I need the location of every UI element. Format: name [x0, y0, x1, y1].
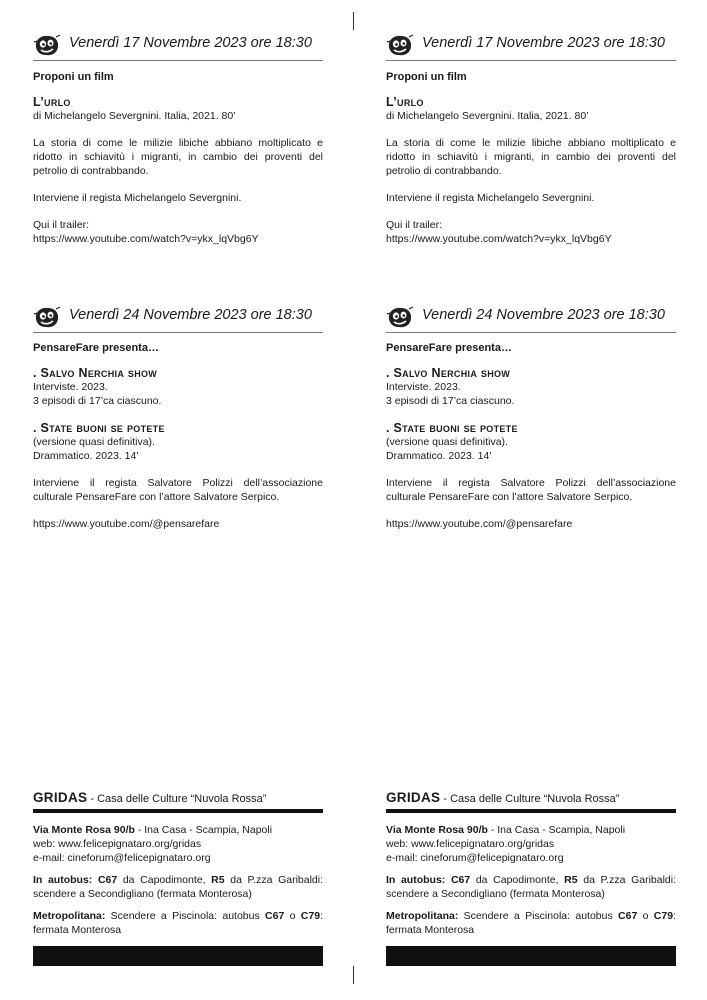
youtube-link[interactable]: https://www.youtube.com/@pensarefare — [33, 518, 220, 530]
event-date: Venerdì 24 Novembre 2023 ore 18:30 — [69, 307, 312, 323]
venue-address — [386, 823, 676, 865]
org-heading — [386, 790, 676, 813]
youtube-link[interactable]: https://www.youtube.com/@pensarefare — [386, 518, 573, 530]
film-info: Drammatico. 2023. 14’ — [33, 450, 139, 462]
film-credits: di Michelangelo Severgnini. Italia, 2021. 80’ — [386, 110, 589, 122]
trailer-label: Qui il trailer: — [386, 219, 443, 231]
film-synopsis: La storia di come le milizie libiche abbiano moltiplicato e ridotto in schiavitù i migranti, in cambio dei proventi del petrolio di contrabbando. — [386, 137, 676, 177]
footer-bar — [33, 946, 323, 966]
film-title: . State buoni se potete — [386, 421, 518, 435]
bus-line: C79 — [653, 910, 674, 922]
bus-text: da P.zza Garibaldi: scendere a Secondigliano (fermata Monterosa) — [386, 874, 677, 900]
metro-directions — [386, 909, 676, 937]
event-kicker: PensareFare presenta… — [33, 342, 159, 354]
footer-bar — [386, 946, 676, 966]
gridas-face-icon — [386, 33, 414, 58]
event-date: Venerdì 17 Novembre 2023 ore 18:30 — [422, 35, 665, 51]
metro-text: o — [284, 910, 301, 922]
gridas-face-icon — [33, 305, 61, 330]
bus-text: da Capodimonte, — [117, 874, 212, 886]
film-title: L’urlo — [33, 95, 71, 109]
bus-label: In autobus: — [386, 874, 446, 886]
film-credits: di Michelangelo Severgnini. Italia, 2021. 80’ — [33, 110, 236, 122]
flyer-left — [33, 0, 323, 1000]
metro-text: Scendere a Piscinola: autobus — [458, 910, 619, 922]
bus-line: C67 — [618, 910, 638, 922]
metro-text: : fermata Monterosa — [33, 910, 323, 936]
org-name: GRIDAS — [386, 790, 441, 805]
trailer-link[interactable]: https://www.youtube.com/watch?v=ykx_lqVbg6Y — [33, 233, 259, 245]
venue-footer — [33, 790, 323, 966]
metro-label: Metropolitana: — [33, 910, 106, 922]
bus-text: da Capodimonte, — [470, 874, 565, 886]
bus-line: R5 — [564, 874, 578, 886]
trailer-link[interactable]: https://www.youtube.com/watch?v=ykx_lqVbg6Y — [386, 233, 612, 245]
event-nov-24 — [33, 304, 323, 531]
film-info: (versione quasi definitiva). — [33, 436, 155, 448]
org-description: - Casa delle Culture “Nuvola Rossa” — [440, 793, 620, 805]
bus-line: C79 — [300, 910, 321, 922]
org-heading — [33, 790, 323, 813]
venue-web[interactable]: web: www.felicepignataro.org/gridas — [33, 838, 202, 850]
cut-mark-bottom — [353, 966, 354, 984]
event-kicker: Proponi un film — [33, 71, 114, 83]
event-speaker: Interviene il regista Michelangelo Severgnini. — [386, 192, 595, 204]
cut-mark-top — [353, 12, 354, 30]
metro-text: o — [637, 910, 654, 922]
film-synopsis: La storia di come le milizie libiche abbiano moltiplicato e ridotto in schiavitù i migranti, in cambio dei proventi del petrolio di contrabbando. — [33, 137, 323, 177]
film-title: . State buoni se potete — [33, 421, 165, 435]
bus-label: In autobus: — [33, 874, 93, 886]
org-description: - Casa delle Culture “Nuvola Rossa” — [87, 793, 267, 805]
film-title: . Salvo Nerchia show — [33, 366, 158, 380]
org-name: GRIDAS — [33, 790, 88, 805]
metro-text: Scendere a Piscinola: autobus — [105, 910, 266, 922]
metro-label: Metropolitana: — [386, 910, 459, 922]
trailer-label: Qui il trailer: — [33, 219, 90, 231]
event-nov-24 — [386, 304, 676, 531]
event-nov-17 — [386, 32, 676, 246]
event-speaker: Interviene il regista Salvatore Polizzi dell’associazione culturale PensareFare con l’attore Salvatore Serpico. — [386, 477, 676, 503]
flyer-right — [386, 0, 676, 1000]
bus-text: da P.zza Garibaldi: scendere a Secondigliano (fermata Monterosa) — [33, 874, 324, 900]
film-info: Drammatico. 2023. 14’ — [386, 450, 492, 462]
event-header — [33, 32, 323, 61]
bus-directions — [386, 873, 676, 901]
event-kicker: Proponi un film — [386, 71, 467, 83]
film-info: 3 episodi di 17’ca ciascuno. — [386, 395, 515, 407]
venue-footer — [386, 790, 676, 966]
venue-web[interactable]: web: www.felicepignataro.org/gridas — [386, 838, 555, 850]
event-speaker: Interviene il regista Salvatore Polizzi dell’associazione culturale PensareFare con l’attore Salvatore Serpico. — [33, 477, 323, 503]
film-title: L’urlo — [386, 95, 424, 109]
venue-address — [33, 823, 323, 865]
address-street: Via Monte Rosa 90/b — [33, 824, 135, 836]
event-nov-17 — [33, 32, 323, 246]
film-title: . Salvo Nerchia show — [386, 366, 511, 380]
gridas-face-icon — [386, 305, 414, 330]
event-date: Venerdì 24 Novembre 2023 ore 18:30 — [422, 307, 665, 323]
film-info: Interviste. 2023. — [386, 381, 461, 393]
film-info: (versione quasi definitiva). — [386, 436, 508, 448]
address-street: Via Monte Rosa 90/b — [386, 824, 488, 836]
venue-email[interactable]: e-mail: cineforum@felicepignataro.org — [33, 852, 211, 864]
venue-email[interactable]: e-mail: cineforum@felicepignataro.org — [386, 852, 564, 864]
address-area: - Ina Casa - Scampia, Napoli — [487, 824, 626, 836]
film-info: Interviste. 2023. — [33, 381, 108, 393]
bus-line: C67 — [97, 874, 118, 886]
bus-line: R5 — [211, 874, 225, 886]
gridas-face-icon — [33, 33, 61, 58]
bus-directions — [33, 873, 323, 901]
event-kicker: PensareFare presenta… — [386, 342, 512, 354]
metro-directions — [33, 909, 323, 937]
bus-line: C67 — [265, 910, 285, 922]
film-info: 3 episodi di 17’ca ciascuno. — [33, 395, 162, 407]
bus-line: C67 — [450, 874, 471, 886]
event-date: Venerdì 17 Novembre 2023 ore 18:30 — [69, 35, 312, 51]
event-header — [386, 304, 676, 333]
address-area: - Ina Casa - Scampia, Napoli — [134, 824, 273, 836]
event-speaker: Interviene il regista Michelangelo Severgnini. — [33, 192, 242, 204]
metro-text: : fermata Monterosa — [386, 910, 676, 936]
event-header — [33, 304, 323, 333]
event-header — [386, 32, 676, 61]
